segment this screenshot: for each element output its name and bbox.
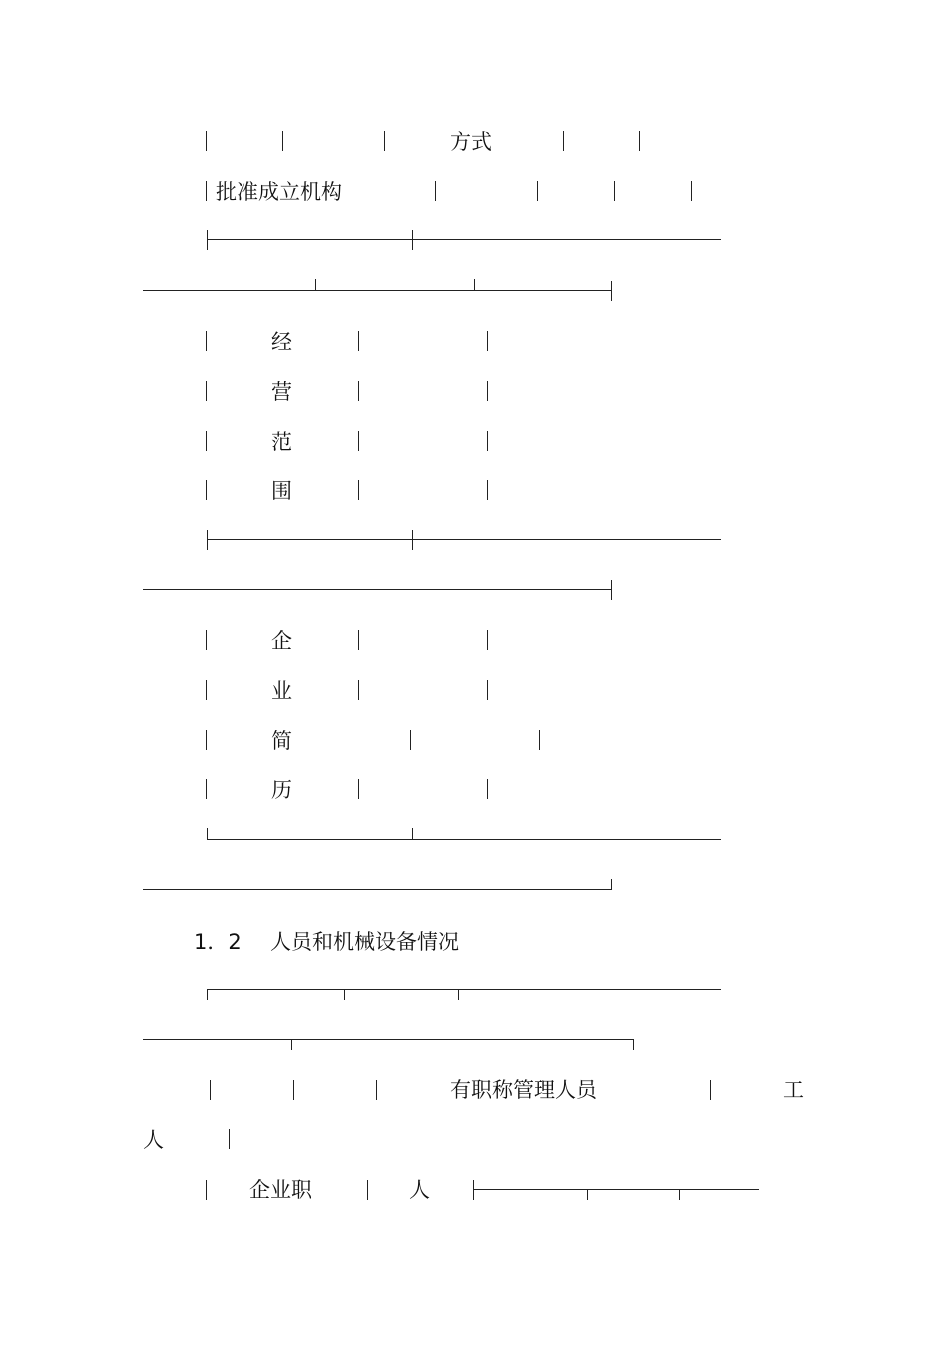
table-border xyxy=(710,1080,711,1100)
table-border xyxy=(206,181,207,201)
table-border xyxy=(207,530,208,550)
table-rule xyxy=(473,1189,759,1190)
table-border xyxy=(207,828,208,839)
table-border xyxy=(206,730,207,750)
enterprise-profile-char: 简 xyxy=(271,729,292,753)
table-border xyxy=(611,580,612,600)
table-border xyxy=(206,680,207,700)
business-scope-char: 经 xyxy=(271,330,292,354)
table-border xyxy=(358,630,359,650)
business-scope-char: 营 xyxy=(271,380,292,404)
table-border xyxy=(358,480,359,500)
enterprise-staff-label: 企业职 xyxy=(249,1178,312,1202)
table-border xyxy=(614,181,615,201)
table-border xyxy=(358,779,359,799)
table-border xyxy=(206,131,207,151)
persons-label: 人 xyxy=(409,1178,430,1202)
table-border xyxy=(679,1189,680,1200)
table-border xyxy=(282,131,283,151)
table-border xyxy=(384,131,385,151)
table-border xyxy=(487,779,488,799)
table-border xyxy=(487,331,488,351)
table-border xyxy=(206,480,207,500)
table-border xyxy=(410,730,411,750)
table-border xyxy=(358,680,359,700)
table-border xyxy=(206,630,207,650)
table-border xyxy=(487,630,488,650)
method-label: 方式 xyxy=(450,130,492,154)
table-border xyxy=(639,131,640,151)
table-border xyxy=(691,181,692,201)
table-border xyxy=(206,779,207,799)
table-border xyxy=(539,730,540,750)
table-border xyxy=(563,131,564,151)
table-rule xyxy=(143,889,612,890)
table-rule xyxy=(207,839,721,840)
table-border xyxy=(206,431,207,451)
table-border xyxy=(633,1039,634,1050)
table-border xyxy=(206,331,207,351)
table-border xyxy=(487,431,488,451)
approval-authority-label: 批准成立机构 xyxy=(216,180,342,204)
table-border xyxy=(206,381,207,401)
section-number: 1．2 xyxy=(194,930,242,954)
enterprise-profile-char: 企 xyxy=(271,629,292,653)
table-border xyxy=(358,431,359,451)
table-border xyxy=(207,989,208,1000)
table-border xyxy=(487,680,488,700)
table-border xyxy=(210,1080,211,1100)
table-border xyxy=(487,381,488,401)
workers-label: 工 xyxy=(783,1078,804,1102)
table-border xyxy=(611,879,612,889)
table-border xyxy=(207,230,208,250)
workers-label: 人 xyxy=(143,1128,164,1152)
table-border xyxy=(458,989,459,1000)
table-border xyxy=(412,828,413,839)
table-rule xyxy=(207,239,721,240)
table-rule xyxy=(207,539,721,540)
table-border xyxy=(358,381,359,401)
table-border xyxy=(473,1180,474,1200)
table-border xyxy=(487,480,488,500)
table-border xyxy=(229,1129,230,1149)
table-border xyxy=(315,279,316,290)
table-border xyxy=(358,331,359,351)
table-border xyxy=(291,1039,292,1050)
table-rule xyxy=(143,589,612,590)
table-border xyxy=(412,230,413,250)
table-border xyxy=(611,281,612,301)
table-rule xyxy=(143,1039,634,1040)
table-border xyxy=(537,181,538,201)
table-border xyxy=(474,279,475,290)
business-scope-char: 围 xyxy=(271,479,292,503)
table-border xyxy=(367,1180,368,1200)
table-border xyxy=(587,1189,588,1200)
table-border xyxy=(412,530,413,550)
enterprise-profile-char: 历 xyxy=(271,778,292,802)
table-border xyxy=(344,989,345,1000)
table-rule xyxy=(207,989,721,990)
table-border xyxy=(206,1180,207,1200)
table-border xyxy=(376,1080,377,1100)
titled-staff-label: 有职称管理人员 xyxy=(450,1078,597,1102)
section-title: 人员和机械设备情况 xyxy=(270,930,459,954)
business-scope-char: 范 xyxy=(271,430,292,454)
table-rule xyxy=(143,290,612,291)
enterprise-profile-char: 业 xyxy=(271,679,292,703)
table-border xyxy=(435,181,436,201)
table-border xyxy=(293,1080,294,1100)
